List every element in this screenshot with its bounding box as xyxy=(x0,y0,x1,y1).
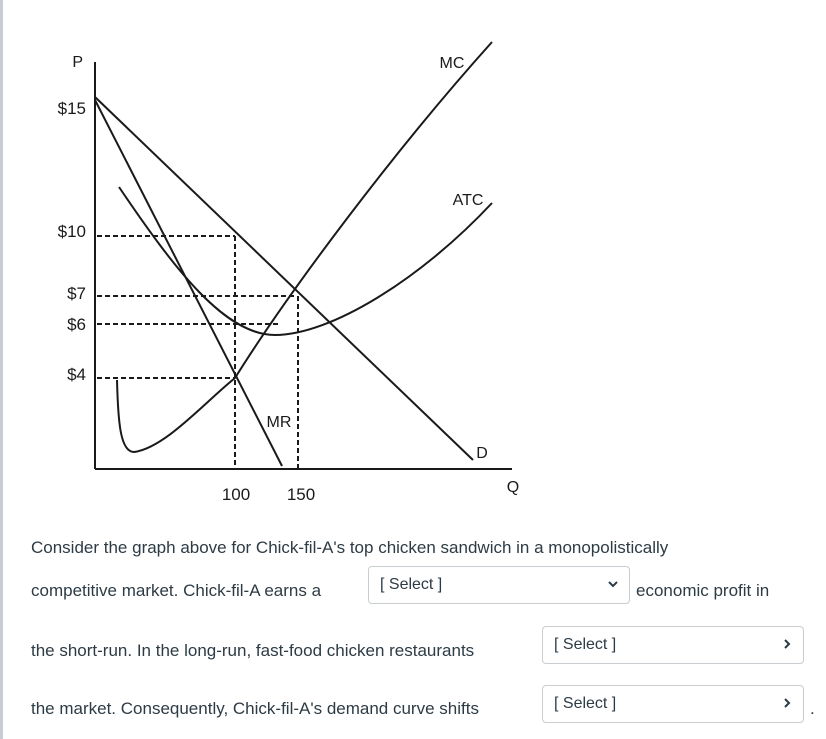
question-line-4-suffix: . xyxy=(810,699,815,718)
price-tick-7: $7 xyxy=(67,284,86,303)
profit-type-select-value: [ Select ] xyxy=(380,576,443,593)
price-tick-10: $10 xyxy=(57,222,86,241)
price-tick-4: $4 xyxy=(67,365,86,384)
chevron-right-icon xyxy=(781,697,793,709)
atc-label: ATC xyxy=(452,192,484,209)
dashed-guides xyxy=(97,236,298,469)
price-tick-15: $15 xyxy=(57,99,86,118)
profit-type-select[interactable] xyxy=(368,566,630,604)
demand-curve xyxy=(95,97,473,460)
demand-shift-select[interactable] xyxy=(542,685,804,723)
question-line-2-prefix: competitive market. Chick-fil-A earns a xyxy=(31,581,322,600)
chevron-right-icon xyxy=(781,638,793,650)
mr-curve xyxy=(95,100,282,466)
economics-graph xyxy=(0,0,560,510)
question-line-2-suffix: economic profit in xyxy=(636,581,770,600)
demand-shift-select-value: [ Select ] xyxy=(554,695,617,712)
question-line-3-prefix: the short-run. In the long-run, fast-food chicken restaurants xyxy=(31,641,475,660)
long-run-entry-select-value: [ Select ] xyxy=(554,636,617,653)
quantity-axis-label: Q xyxy=(506,479,520,496)
mc-curve xyxy=(117,42,492,452)
mr-label: MR xyxy=(266,414,292,431)
chevron-down-icon xyxy=(607,578,619,590)
demand-label: D xyxy=(476,445,488,462)
question-line-4-prefix: the market. Consequently, Chick-fil-A's demand curve shifts xyxy=(31,699,479,718)
atc-curve xyxy=(119,187,492,335)
quantity-tick-150: 150 xyxy=(286,485,316,504)
mc-label: MC xyxy=(439,55,465,72)
question-line-1: Consider the graph above for Chick-fil-A's top chicken sandwich in a monopolistically xyxy=(31,538,669,557)
price-axis-label: P xyxy=(72,54,83,71)
quantity-tick-100: 100 xyxy=(221,485,251,504)
price-tick-6: $6 xyxy=(67,315,86,334)
long-run-entry-select[interactable] xyxy=(542,626,804,664)
